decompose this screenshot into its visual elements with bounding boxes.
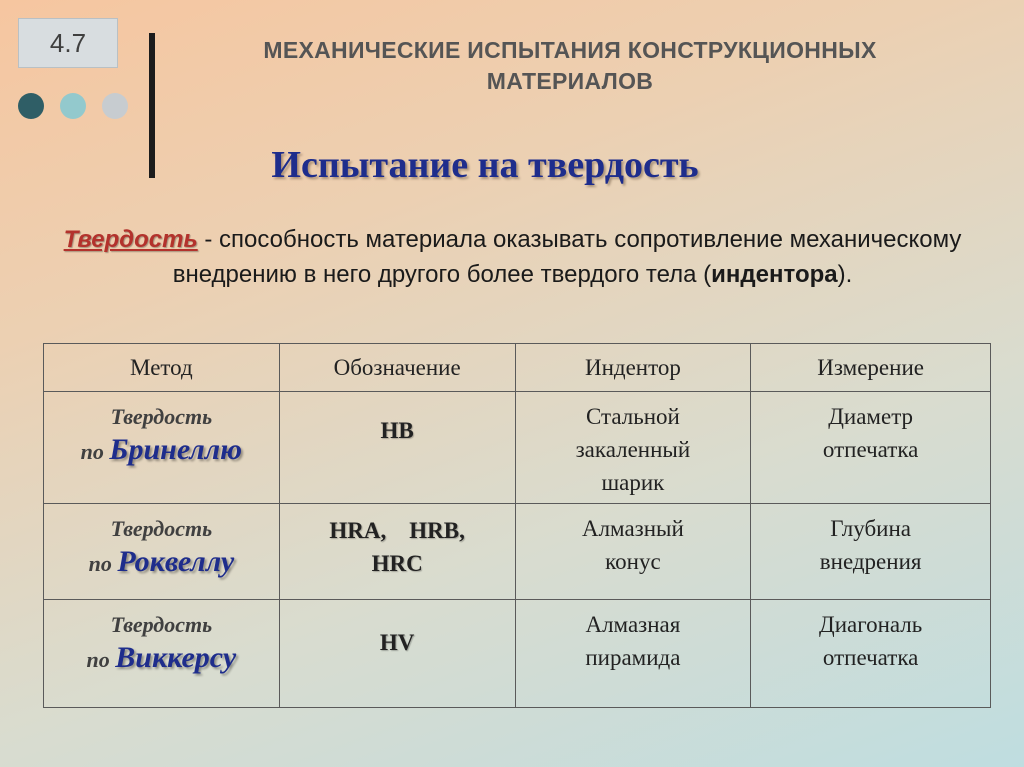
method-prefix: по <box>80 439 110 464</box>
method-name-line <box>44 433 279 468</box>
indenter-line-2: закаленный <box>575 437 691 462</box>
indenter-line-2: конус <box>605 549 661 574</box>
header-line-2: МАТЕРИАЛОВ <box>486 68 654 94</box>
designation-line-1: HB <box>380 418 414 443</box>
measurement-cell <box>751 504 991 600</box>
method-label: Твердость <box>110 612 213 637</box>
designation-line-2: HRC <box>371 551 423 576</box>
table-row <box>44 600 991 708</box>
table-header-row <box>44 344 991 392</box>
decorative-dots <box>18 93 128 119</box>
measurement-line-1: Глубина <box>830 516 912 541</box>
method-label: Твердость <box>110 404 213 429</box>
table-row <box>44 392 991 504</box>
indenter-line-2: пирамида <box>585 645 681 670</box>
designation-cell <box>279 600 515 708</box>
definition-end: ). <box>837 261 853 288</box>
definition-paragraph <box>55 222 970 292</box>
measurement-line-1: Диаметр <box>828 404 914 429</box>
slide-header <box>190 35 950 97</box>
measurement-line-2: внедрения <box>819 549 922 574</box>
designation-cell <box>279 504 515 600</box>
method-name-line <box>44 545 279 580</box>
header-measurement: Измерение <box>751 344 991 392</box>
method-name-line <box>44 641 279 676</box>
measurement-cell <box>751 392 991 504</box>
indenter-line-1: Стальной <box>585 404 680 429</box>
slide-title: Испытание на твердость <box>271 144 699 186</box>
dot-dark-icon <box>18 93 44 119</box>
definition-text: - способность материала оказывать сопротивление механическому внедрению в него другого более твердого тела ( <box>172 226 962 288</box>
header-designation: Обозначение <box>279 344 515 392</box>
indenter-line-1: Алмазная <box>585 612 681 637</box>
slide-number-badge: 4.7 <box>18 18 118 68</box>
definition-bold-word: индентора <box>711 261 838 288</box>
method-name: Виккерсу <box>115 641 237 674</box>
method-cell <box>44 392 280 504</box>
header-indenter: Индентор <box>515 344 751 392</box>
dot-teal-icon <box>60 93 86 119</box>
header-method: Метод <box>44 344 280 392</box>
table-row <box>44 504 991 600</box>
dot-grey-icon <box>102 93 128 119</box>
hardness-methods-table <box>43 343 991 708</box>
method-prefix: по <box>88 551 118 576</box>
definition-term: Твердость <box>63 226 198 253</box>
designation-line-1: HV <box>379 630 415 655</box>
indenter-line-3: шарик <box>601 470 665 495</box>
measurement-line-1: Диагональ <box>819 612 923 637</box>
header-line-1: МЕХАНИЧЕСКИЕ ИСПЫТАНИЯ КОНСТРУКЦИОННЫХ <box>263 37 877 63</box>
measurement-line-2: отпечатка <box>822 645 919 670</box>
method-name: Роквеллу <box>117 545 235 578</box>
indenter-line-1: Алмазный <box>581 516 684 541</box>
measurement-cell <box>751 600 991 708</box>
designation-line-1: HRA, HRB, <box>329 518 465 543</box>
indenter-cell <box>515 504 751 600</box>
indenter-cell <box>515 392 751 504</box>
method-prefix: по <box>86 647 116 672</box>
indenter-cell <box>515 600 751 708</box>
method-label: Твердость <box>110 516 213 541</box>
method-cell <box>44 504 280 600</box>
method-cell <box>44 600 280 708</box>
measurement-line-2: отпечатка <box>822 437 919 462</box>
designation-cell <box>279 392 515 504</box>
method-name: Бринеллю <box>109 433 243 466</box>
